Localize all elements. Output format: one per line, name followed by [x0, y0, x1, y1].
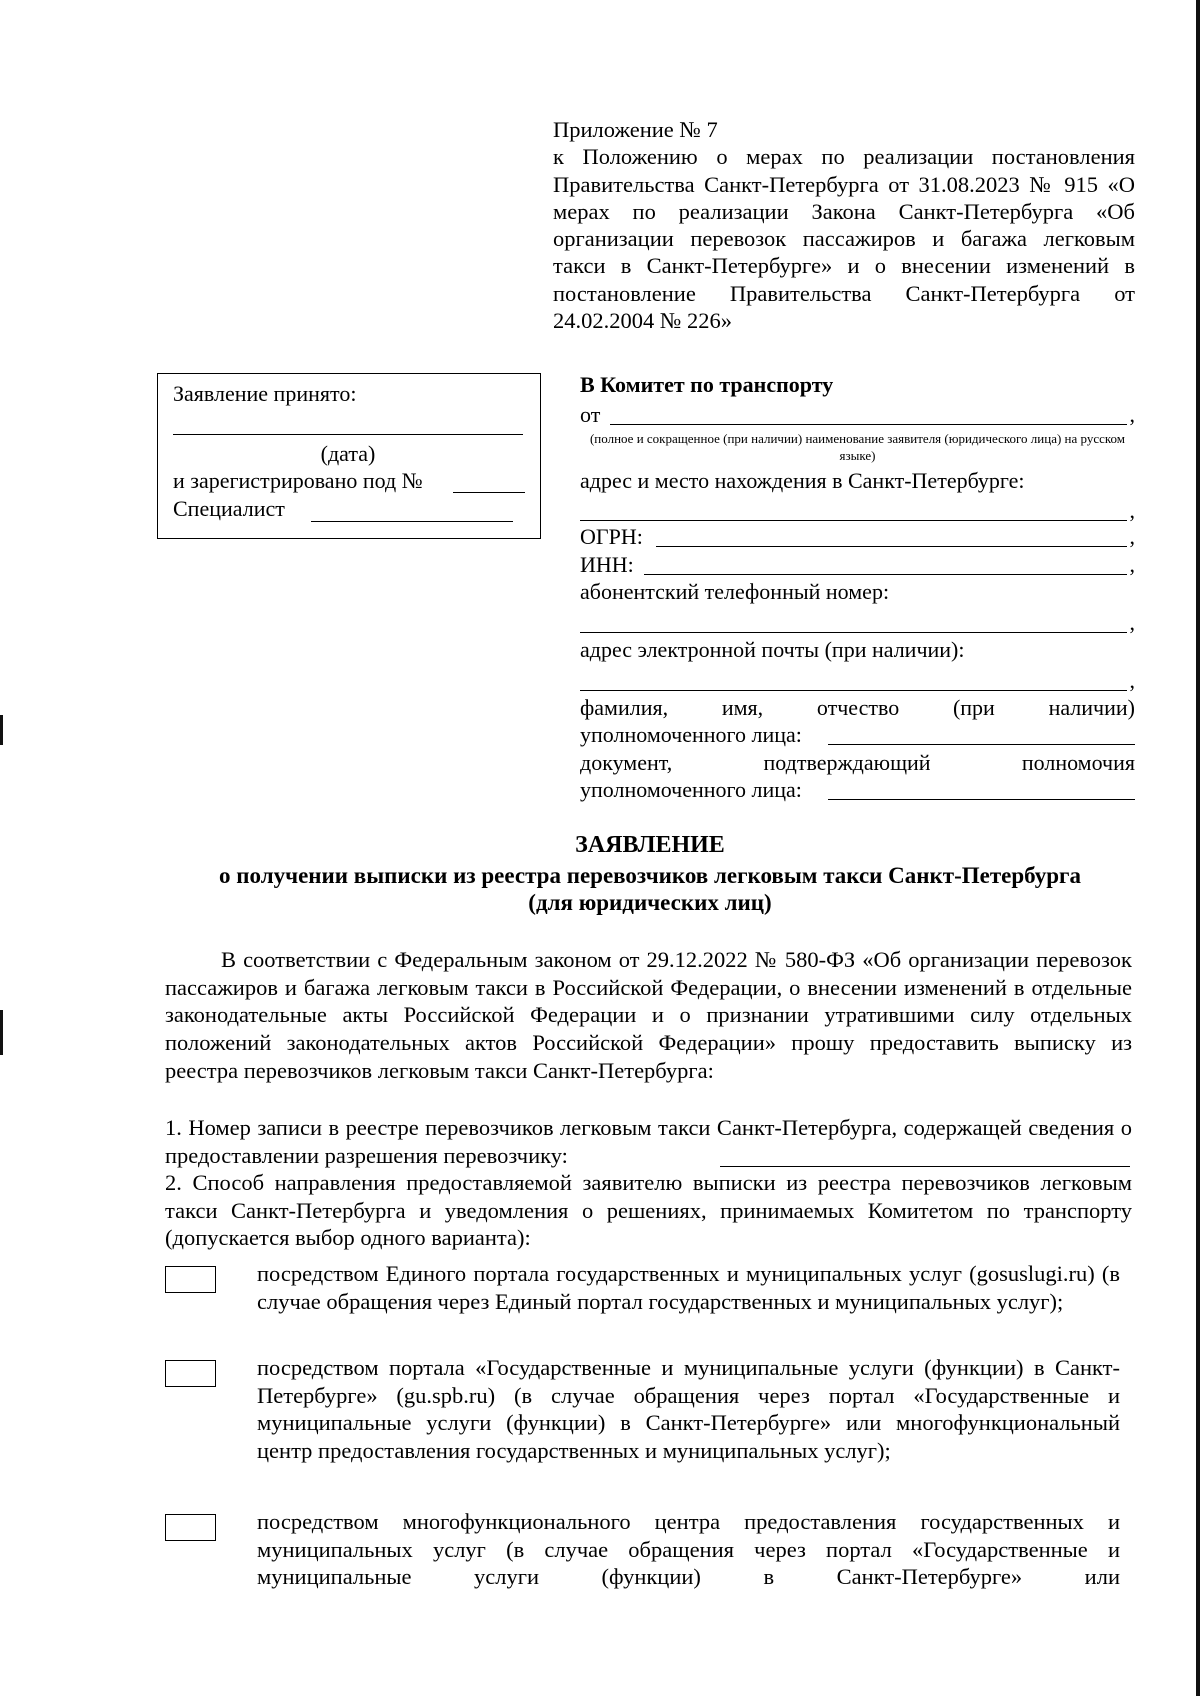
registered-label: и зарегистрировано под № [173, 468, 423, 493]
accepted-label: Заявление принято: [173, 381, 357, 406]
inn-row: ИНН: , [580, 552, 1135, 577]
ogrn-field[interactable] [656, 546, 1127, 547]
applicant-name-hint: (полное и сокращенное (при наличии) наименование заявителя (юридического лица) на русском языке) [589, 431, 1126, 463]
address-label: адрес и место нахождения в Санкт-Петербурге: [580, 468, 1025, 493]
email-field[interactable] [580, 690, 1127, 691]
ogrn-label: ОГРН: [580, 524, 643, 549]
representative-label: уполномоченного лица: [580, 777, 802, 802]
option-checkbox[interactable] [165, 1514, 216, 1541]
representative-name-row [580, 722, 1135, 748]
addressee-heading: В Комитет по транспорту [580, 372, 834, 397]
registration-number-field[interactable] [453, 492, 525, 493]
item-1 [165, 1114, 1132, 1169]
phone-label: абонентский телефонный номер: [580, 579, 890, 604]
item-2-text: 2. Способ направления предоставляемой заявителю выписки из реестра перевозчиков легковым такси Санкт-Петербурга и уведомления о решениях, принимаемых Комитетом по транспорту (допускается выбор одного варианта): [165, 1170, 1132, 1251]
date-caption: (дата) [320, 441, 376, 466]
document-title: ЗАЯВЛЕНИЕ [575, 832, 725, 858]
specialist-field[interactable] [311, 521, 513, 522]
email-label: адрес электронной почты (при наличии): [580, 637, 965, 662]
option-text: посредством портала «Государственные и муниципальные услуги (функции) в Санкт-Петербурге» (gu.spb.ru) (в случае обращения через портал «Государственные и муниципальные услуги (функции) в Санкт-Петербурге» или многофункциональный центр предоставления государственных и муниципальных услуг); [257, 1355, 1120, 1464]
representative-label: уполномоченного лица: [580, 722, 802, 747]
intro-paragraph: В соответствии с Федеральным законом от 29.12.2022 № 580-ФЗ «Об организации перевозок пассажиров и багажа легковым такси в Российской Федерации, о внесении изменений в отдельные законодательные акты Российской Федерации и о признании утратившими силу отдельных положений законодательных актов Российской Федерации» прошу предоставить выписку из реестра перевозчиков легковым такси Санкт-Петербурга: [165, 947, 1132, 1083]
authority-document-row [580, 777, 1135, 803]
option-text: посредством Единого портала государственных и муниципальных услуг (gosuslugi.ru) (в случае обращения через Единый портал государственных и муниципальных услуг); [257, 1261, 1120, 1314]
appendix-title: Приложение № 7 [553, 117, 718, 142]
phone-field[interactable] [580, 632, 1127, 633]
document-subtitle-2: (для юридических лиц) [528, 890, 772, 915]
specialist-label: Специалист [173, 496, 285, 521]
representative-name-field[interactable] [828, 744, 1135, 745]
applicant-name-field[interactable] [610, 424, 1127, 425]
document-subtitle: о получении выписки из реестра перевозчиков легковым такси Санкт-Петербурга [219, 863, 1081, 888]
registration-box [157, 373, 541, 539]
item-1-text: 1. Номер записи в реестре перевозчиков легковым такси Санкт-Петербурга, содержащей сведения о предоставлении разрешения перевозчику: [165, 1115, 1132, 1168]
scan-mark [0, 715, 3, 745]
inn-field[interactable] [644, 574, 1127, 575]
inn-label: ИНН: [580, 552, 634, 577]
date-field[interactable] [173, 434, 523, 435]
appendix-text: к Положению о мерах по реализации постановления Правительства Санкт-Петербурга от 31.08.2023 № 915 «О мерах по реализации Закона Санкт-Петербурга «Об организации перевозок пассажиров и багажа легковым такси в Санкт-Петербурге» и о внесении изменений в постановление Правительства Санкт-Петербурга от 24.02.2004 № 226» [553, 144, 1135, 334]
item-2 [165, 1169, 1132, 1252]
representative-name-label: фамилия, имя, отчество (при наличии) [580, 695, 1135, 720]
from-label: от [580, 402, 601, 427]
record-number-field[interactable] [720, 1166, 1130, 1167]
option-text: посредством многофункционального центра предоставления государственных и муниципальных услуг (в случае обращения через портал «Государственные и муниципальные услуги (функции) в Санкт-Петербурге» или [257, 1509, 1120, 1590]
authority-document-label: документ, подтверждающий полномочия [580, 750, 1135, 775]
ogrn-row: ОГРН: , [580, 524, 1135, 549]
option-checkbox[interactable] [165, 1266, 216, 1293]
address-field[interactable] [580, 520, 1127, 521]
appendix-header [553, 116, 1135, 334]
authority-document-field[interactable] [828, 799, 1135, 800]
option-checkbox[interactable] [165, 1360, 216, 1387]
from-row: от , [580, 402, 1135, 427]
scan-mark [0, 1010, 3, 1055]
